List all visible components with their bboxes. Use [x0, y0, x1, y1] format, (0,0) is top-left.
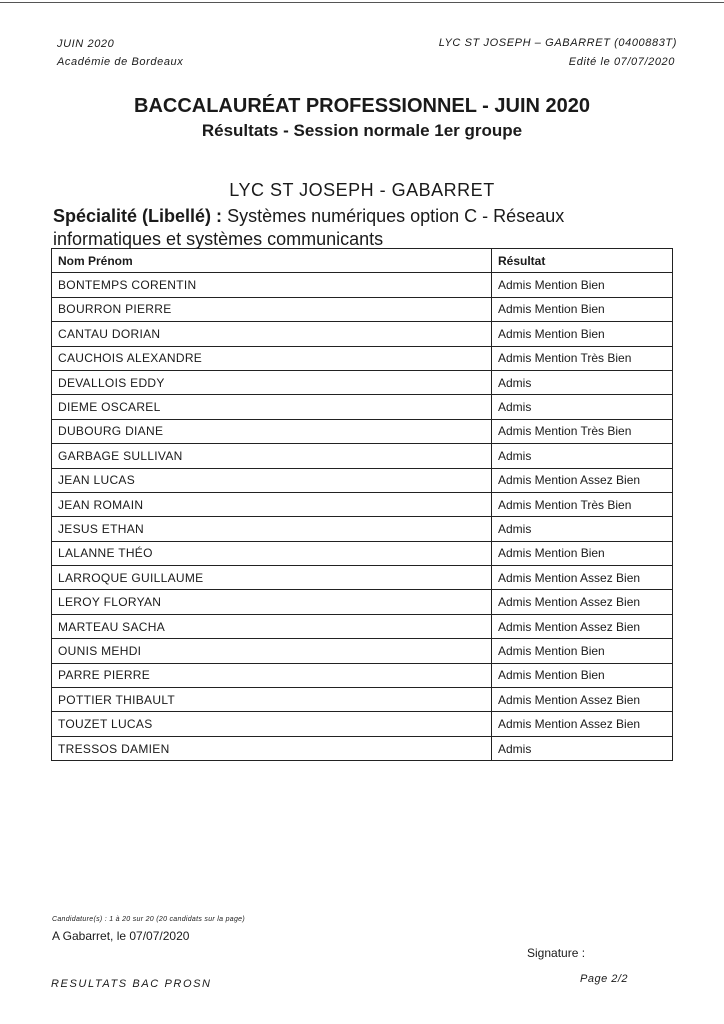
table-row: [52, 492, 673, 516]
candidate-name: MARTEAU SACHA: [52, 614, 492, 638]
table-row: [52, 468, 673, 492]
document-title: BACCALAURÉAT PROFESSIONNEL - JUIN 2020: [134, 95, 590, 117]
candidate-result: Admis: [492, 517, 673, 541]
signature-label: Signature :: [527, 946, 586, 960]
candidate-result: Admis Mention Assez Bien: [492, 566, 673, 590]
table-row: [52, 370, 673, 394]
candidate-name: POTTIER THIBAULT: [52, 688, 492, 712]
specialty-value: Systèmes numériques option C - Réseaux informatiques et systèmes communicants: [53, 206, 565, 249]
results-table: [51, 248, 673, 761]
top-border-line: [0, 2, 724, 3]
candidate-name: LALANNE THÉO: [52, 541, 492, 565]
table-row: [52, 322, 673, 346]
candidate-name: JEAN LUCAS: [52, 468, 492, 492]
candidate-name: TRESSOS DAMIEN: [52, 736, 492, 760]
table-row: [52, 346, 673, 370]
table-row: [52, 273, 673, 297]
candidate-name: DEVALLOIS EDDY: [52, 370, 492, 394]
candidate-result: Admis: [492, 370, 673, 394]
table-row: [52, 517, 673, 541]
table-row: [52, 712, 673, 736]
table-row: [52, 736, 673, 760]
candidate-result: Admis Mention Bien: [492, 541, 673, 565]
candidate-result: Admis Mention Bien: [492, 639, 673, 663]
document-code: RESULTATS BAC PROSN: [51, 978, 212, 990]
candidate-result: Admis: [492, 444, 673, 468]
table-row: [52, 444, 673, 468]
candidate-name: CAUCHOIS ALEXANDRE: [52, 346, 492, 370]
candidate-name: BOURRON PIERRE: [52, 297, 492, 321]
candidate-name: TOUZET LUCAS: [52, 712, 492, 736]
table-row: [52, 590, 673, 614]
candidate-name: JESUS ETHAN: [52, 517, 492, 541]
table-row: [52, 566, 673, 590]
school-name: LYC ST JOSEPH - GABARRET: [229, 180, 495, 200]
candidate-name: LEROY FLORYAN: [52, 590, 492, 614]
header-academy: Académie de Bordeaux: [57, 56, 184, 68]
candidate-result: Admis Mention Très Bien: [492, 492, 673, 516]
specialty: [53, 205, 653, 251]
table-row: [52, 297, 673, 321]
document-subtitle: Résultats - Session normale 1er groupe: [201, 121, 523, 140]
candidate-result: Admis Mention Assez Bien: [492, 712, 673, 736]
table-row: [52, 614, 673, 638]
candidate-result: Admis Mention Assez Bien: [492, 688, 673, 712]
place-date: A Gabarret, le 07/07/2020: [52, 929, 190, 943]
candidate-result: Admis Mention Assez Bien: [492, 614, 673, 638]
candidate-name: OUNIS MEHDI: [52, 639, 492, 663]
candidate-name: JEAN ROMAIN: [52, 492, 492, 516]
candidate-name: DIEME OSCAREL: [52, 395, 492, 419]
candidates-count: Candidature(s) : 1 à 20 sur 20 (20 candidats sur la page): [52, 916, 245, 923]
candidate-result: Admis: [492, 395, 673, 419]
table-row: [52, 395, 673, 419]
column-header-name: Nom Prénom: [52, 249, 492, 273]
table-row: [52, 541, 673, 565]
candidate-result: Admis Mention Bien: [492, 273, 673, 297]
candidate-result: Admis Mention Très Bien: [492, 346, 673, 370]
candidate-name: GARBAGE SULLIVAN: [52, 444, 492, 468]
table-row: [52, 688, 673, 712]
candidate-name: CANTAU DORIAN: [52, 322, 492, 346]
candidate-result: Admis Mention Bien: [492, 663, 673, 687]
candidate-result: Admis Mention Très Bien: [492, 419, 673, 443]
candidate-name: LARROQUE GUILLAUME: [52, 566, 492, 590]
candidate-result: Admis Mention Assez Bien: [492, 468, 673, 492]
page-number: Page 2/2: [580, 973, 629, 985]
candidate-name: DUBOURG DIANE: [52, 419, 492, 443]
table-header-row: [52, 249, 673, 273]
header-month: JUIN 2020: [57, 38, 115, 50]
candidate-name: PARRE PIERRE: [52, 663, 492, 687]
candidate-result: Admis Mention Bien: [492, 297, 673, 321]
candidate-name: BONTEMPS CORENTIN: [52, 273, 492, 297]
header-edited-date: Edité le 07/07/2020: [568, 56, 675, 68]
table-row: [52, 419, 673, 443]
column-header-result: Résultat: [492, 249, 673, 273]
candidate-result: Admis: [492, 736, 673, 760]
header-school-code: LYC ST JOSEPH – GABARRET (0400883T): [438, 37, 677, 49]
specialty-label: Spécialité (Libellé) :: [53, 206, 223, 226]
table-row: [52, 639, 673, 663]
table-row: [52, 663, 673, 687]
candidate-result: Admis Mention Bien: [492, 322, 673, 346]
candidate-result: Admis Mention Assez Bien: [492, 590, 673, 614]
